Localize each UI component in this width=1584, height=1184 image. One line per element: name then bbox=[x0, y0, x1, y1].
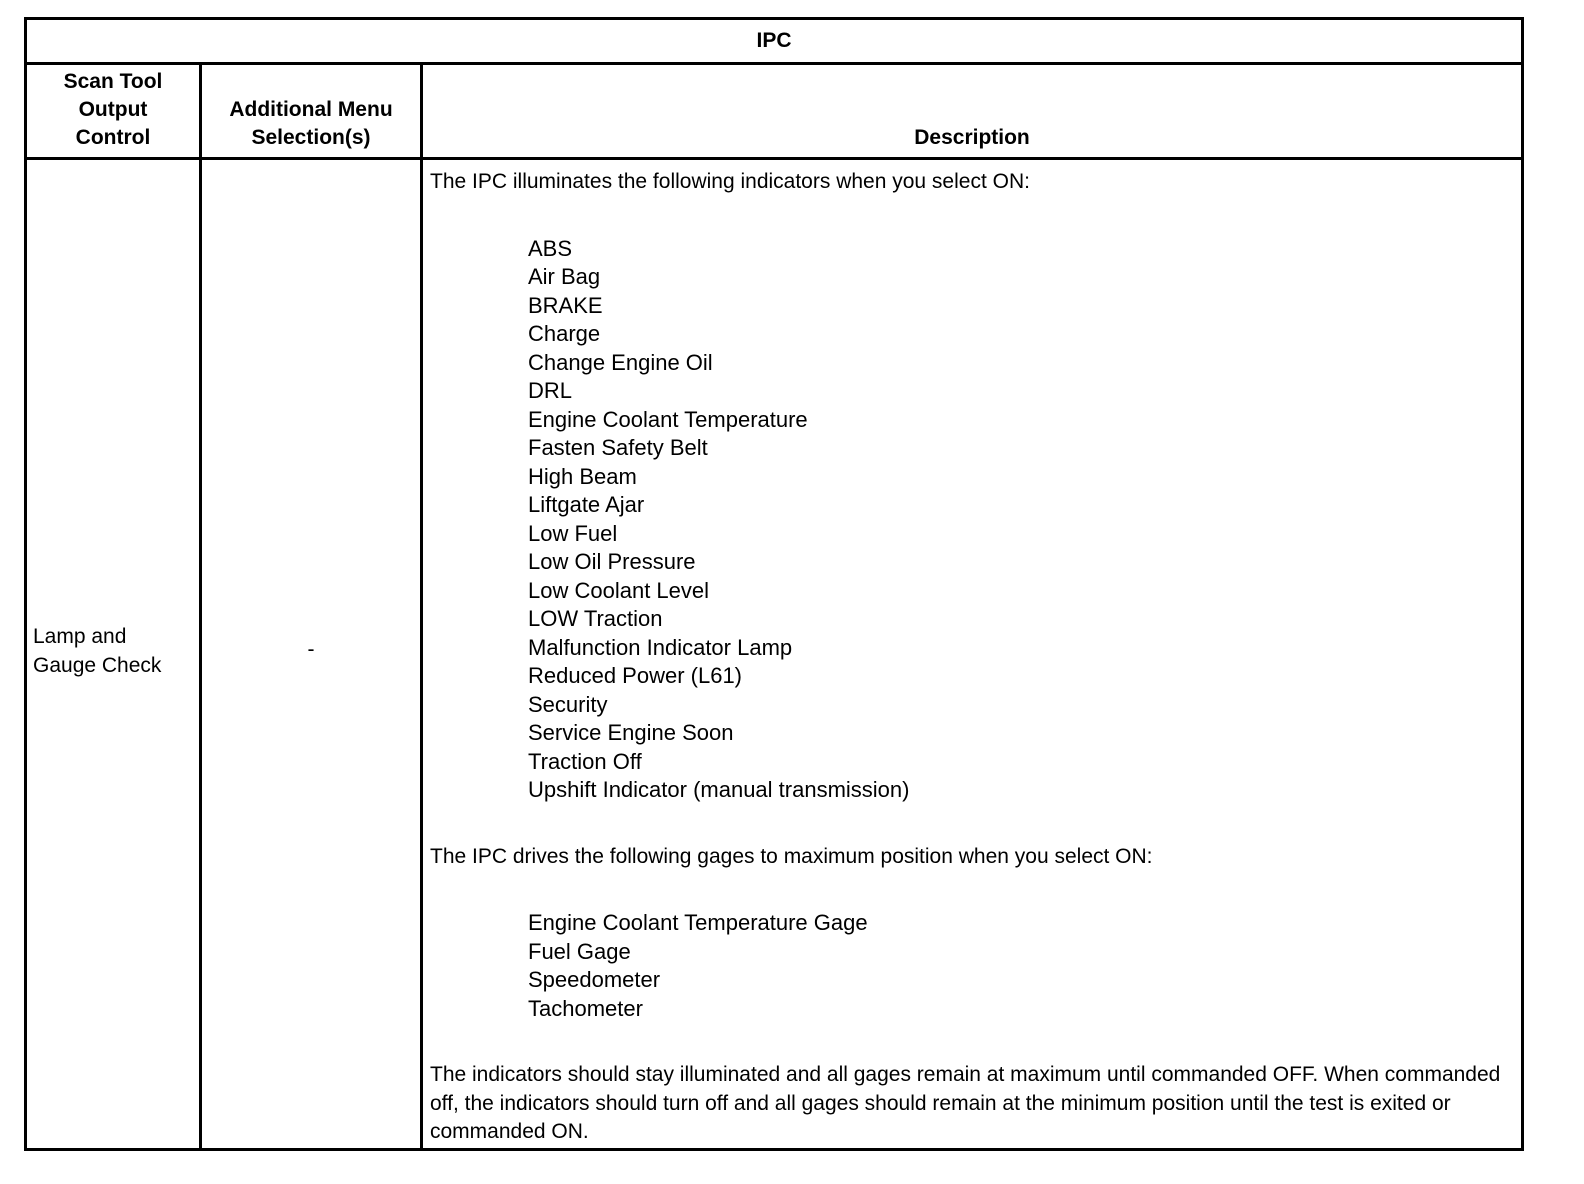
list-item: Engine Coolant Temperature bbox=[528, 406, 808, 432]
closing-note: The indicators should stay illuminated and all gages remain at maximum until commanded OFF. When commanded off, the indicators should turn off and all gages should remain at the minimum position until the test is exited or commanded ON. bbox=[430, 1063, 1501, 1143]
header-divider bbox=[27, 157, 1521, 160]
list-item: Upshift Indicator (manual transmission) bbox=[528, 777, 910, 802]
list-item: Traction Off bbox=[528, 748, 642, 774]
list-item: DRL bbox=[528, 378, 573, 403]
list-item: Tachometer bbox=[528, 995, 643, 1021]
indicator-list bbox=[430, 235, 1510, 805]
cell-output-control: Lamp and Gauge Check bbox=[33, 625, 162, 677]
list-item: Engine Coolant Temperature Gage bbox=[528, 910, 868, 935]
list-item: Change Engine Oil bbox=[528, 349, 713, 375]
column-divider-2 bbox=[420, 65, 423, 1148]
list-item: Low Coolant Level bbox=[528, 577, 710, 603]
cell-description bbox=[430, 168, 1510, 1147]
list-item: Low Fuel bbox=[528, 520, 618, 546]
list-item: Fasten Safety Belt bbox=[528, 435, 708, 460]
list-item: BRAKE bbox=[528, 292, 603, 318]
table-title: IPC bbox=[27, 20, 1521, 65]
list-item: Reduced Power (L61) bbox=[528, 663, 743, 688]
list-item: Service Engine Soon bbox=[528, 720, 734, 745]
header-additional-menu-selections-label: Additional Menu Selection(s) bbox=[229, 98, 393, 149]
column-divider-1 bbox=[199, 65, 202, 1148]
list-item: High Beam bbox=[528, 463, 637, 489]
list-item: Security bbox=[528, 691, 608, 717]
list-item: Charge bbox=[528, 321, 601, 346]
ipc-output-control-table bbox=[24, 17, 1524, 1151]
cell-menu-selection: - bbox=[307, 638, 315, 661]
list-item: Malfunction Indicator Lamp bbox=[528, 634, 793, 660]
list-item: Air Bag bbox=[528, 264, 601, 289]
header-description-label: Description bbox=[914, 126, 1030, 149]
spacer bbox=[430, 197, 1510, 235]
header-scan-tool-output-control-label: Scan Tool Output Control bbox=[63, 70, 163, 149]
list-item: Fuel Gage bbox=[528, 938, 631, 964]
list-item: LOW Traction bbox=[528, 606, 663, 631]
spacer bbox=[430, 1023, 1510, 1061]
list-item: Speedometer bbox=[528, 967, 661, 992]
indicators-intro: The IPC illuminates the following indicators when you select ON: bbox=[430, 170, 1030, 193]
gage-list bbox=[430, 909, 1510, 1023]
list-item: Liftgate Ajar bbox=[528, 492, 645, 517]
list-item: Low Oil Pressure bbox=[528, 549, 696, 574]
header-description bbox=[423, 65, 1521, 157]
spacer bbox=[430, 805, 1510, 843]
spacer bbox=[430, 871, 1510, 909]
list-item: ABS bbox=[528, 235, 573, 261]
header-additional-menu-selections bbox=[202, 65, 420, 157]
gages-intro: The IPC drives the following gages to maximum position when you select ON: bbox=[430, 844, 1153, 868]
header-scan-tool-output-control bbox=[27, 65, 199, 157]
